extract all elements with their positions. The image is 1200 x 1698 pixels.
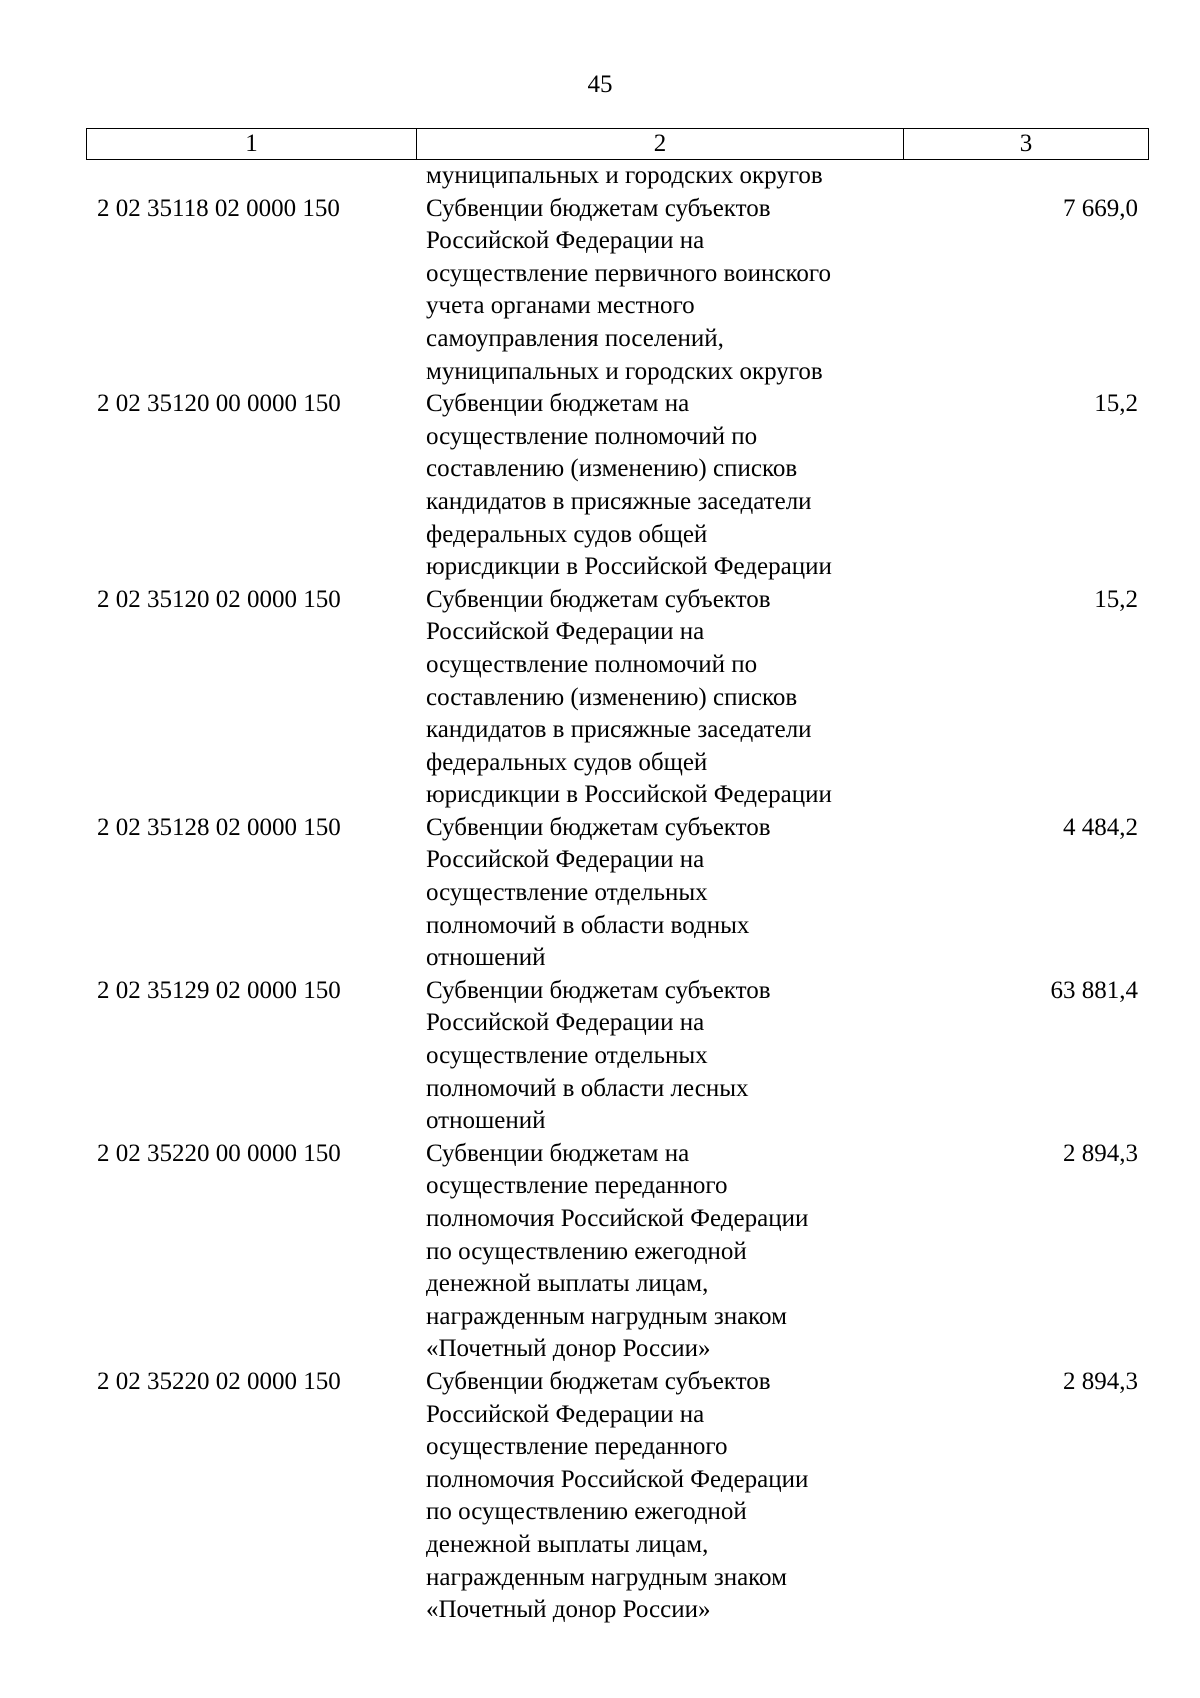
- description-line: полномочия Российской Федерации: [426, 1205, 809, 1232]
- row-description: [426, 193, 903, 389]
- row-amount: 7 669,0: [1063, 194, 1138, 222]
- description-line: федеральных судов общей: [426, 748, 708, 776]
- description-line: денежной выплаты лицам,: [426, 1270, 709, 1298]
- row-amount: 15,2: [1094, 390, 1138, 418]
- table-row: [86, 975, 1149, 1138]
- description-line: кандидатов в присяжные заседатели: [426, 716, 812, 744]
- row-amount: 63 881,4: [1050, 976, 1138, 1004]
- description-line: муниципальных и городских округов: [426, 357, 823, 385]
- row-description: [426, 388, 903, 584]
- table-row: [86, 1138, 1149, 1366]
- description-line: Субвенции бюджетам субъектов: [426, 976, 771, 1004]
- table-row: [86, 812, 1149, 975]
- header-col-3: 3: [1019, 130, 1033, 157]
- description-line: осуществление переданного: [426, 1172, 728, 1200]
- row-code: 2 02 35220 00 0000 150: [97, 1139, 341, 1167]
- row-code: 2 02 35120 02 0000 150: [97, 585, 341, 613]
- row-amount: 2 894,3: [1063, 1367, 1138, 1395]
- header-col-2: 2: [417, 129, 904, 159]
- description-line: юрисдикции в Российской Федерации: [426, 781, 832, 809]
- description-line: по осуществлению ежегодной: [426, 1498, 747, 1526]
- table-row: [86, 1366, 1149, 1627]
- table-body: [86, 160, 1149, 1627]
- description-line: Субвенции бюджетам субъектов: [426, 813, 771, 841]
- row-code: 2 02 35118 02 0000 150: [97, 194, 340, 222]
- description-line: осуществление отдельных: [426, 879, 708, 907]
- row-description: [426, 975, 903, 1138]
- table-row: [86, 388, 1149, 584]
- description-line: полномочий в области водных: [426, 911, 750, 939]
- description-line: осуществление первичного воинского: [426, 259, 832, 287]
- description-line: «Почетный донор России»: [426, 1335, 711, 1363]
- description-line: денежной выплаты лицам,: [426, 1530, 709, 1558]
- description-line: Российской Федерации на: [426, 1009, 705, 1037]
- description-line: полномочия Российской Федерации: [426, 1465, 809, 1493]
- row-code: 2 02 35129 02 0000 150: [97, 976, 341, 1004]
- row-description: [426, 584, 903, 812]
- description-line: осуществление переданного: [426, 1433, 728, 1461]
- row-description: [426, 812, 903, 975]
- description-line: отношений: [426, 1107, 546, 1135]
- description-line: Субвенции бюджетам на: [426, 390, 690, 418]
- description-line: «Почетный донор России»: [426, 1596, 711, 1624]
- description-line: награжденным нагрудным знаком: [426, 1563, 787, 1591]
- description-line: отношений: [426, 944, 546, 972]
- continuation-text: муниципальных и городских округов: [426, 162, 823, 189]
- row-amount: 15,2: [1094, 585, 1138, 613]
- description-line: осуществление полномочий по: [426, 650, 758, 678]
- description-line: составлению (изменению) списков: [426, 455, 798, 483]
- row-description: [426, 1366, 903, 1627]
- description-line: осуществление отдельных: [426, 1042, 708, 1070]
- row-code: 2 02 35128 02 0000 150: [97, 813, 341, 841]
- description-line: по осуществлению ежегодной: [426, 1237, 747, 1265]
- table-header: [86, 128, 1149, 160]
- description-line: Российской Федерации на: [426, 1400, 705, 1428]
- header-col-1: 1: [87, 129, 417, 159]
- description-line: юрисдикции в Российской Федерации: [426, 553, 832, 581]
- row-code: 2 02 35220 02 0000 150: [97, 1367, 341, 1395]
- row-description: [426, 1138, 903, 1366]
- row-amount: 2 894,3: [1063, 1139, 1138, 1167]
- description-line: самоуправления поселений,: [426, 324, 724, 352]
- description-line: осуществление полномочий по: [426, 422, 758, 450]
- description-line: Российской Федерации на: [426, 227, 705, 255]
- table-rows: [86, 193, 1149, 1627]
- description-line: Субвенции бюджетам субъектов: [426, 1367, 771, 1395]
- table-row: [86, 193, 1149, 389]
- description-line: Субвенции бюджетам субъектов: [426, 585, 771, 613]
- description-line: награжденным нагрудным знаком: [426, 1302, 787, 1330]
- row-amount: 4 484,2: [1063, 813, 1138, 841]
- description-line: Российской Федерации на: [426, 846, 705, 874]
- description-line: Субвенции бюджетам субъектов: [426, 194, 771, 222]
- description-line: составлению (изменению) списков: [426, 683, 798, 711]
- description-line: федеральных судов общей: [426, 520, 708, 548]
- description-line: Субвенции бюджетам на: [426, 1139, 690, 1167]
- row-code: 2 02 35120 00 0000 150: [97, 390, 341, 418]
- page-number: 45: [587, 71, 613, 98]
- description-line: учета органами местного: [426, 292, 695, 320]
- description-line: Российской Федерации на: [426, 618, 705, 646]
- description-line: полномочий в области лесных: [426, 1074, 749, 1102]
- description-line: кандидатов в присяжные заседатели: [426, 487, 812, 515]
- table-row: [86, 584, 1149, 812]
